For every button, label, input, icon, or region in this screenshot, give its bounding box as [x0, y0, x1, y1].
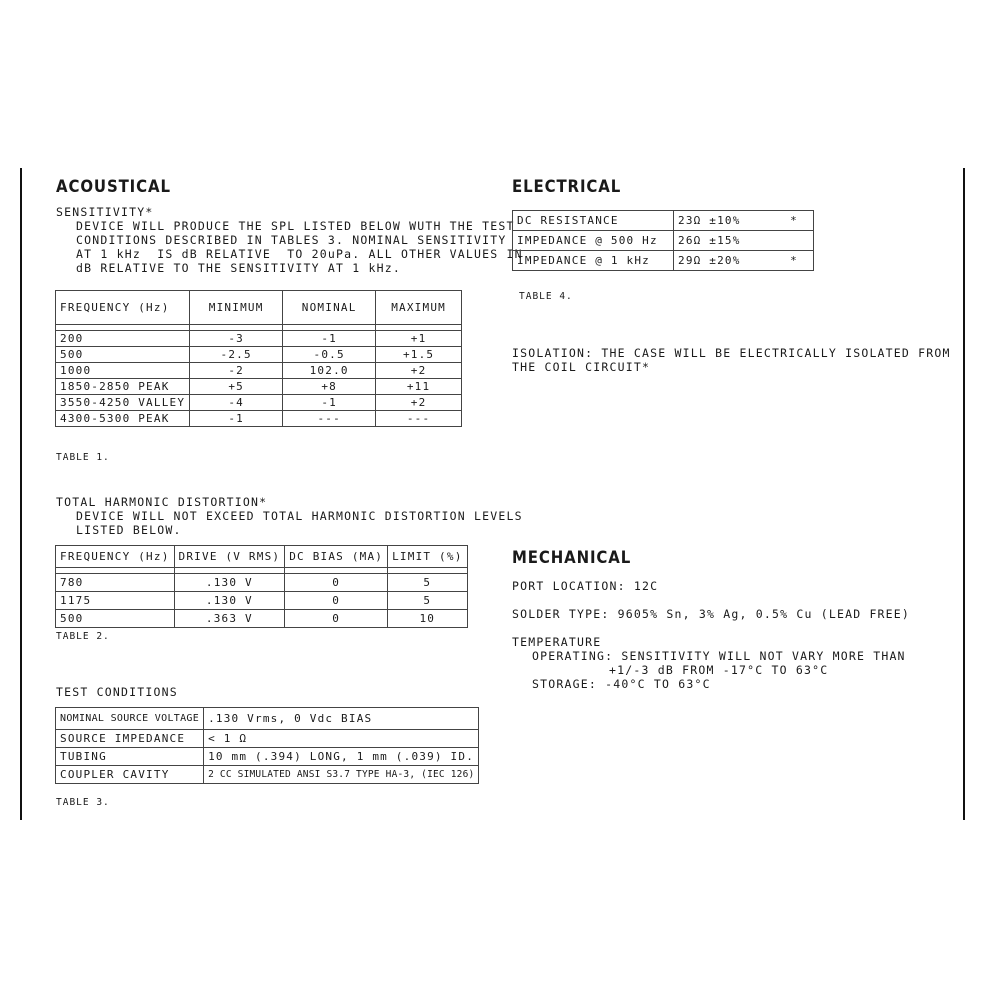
table-cell: -4: [190, 395, 283, 411]
table-row: [56, 347, 462, 363]
table-cell: *: [775, 251, 814, 271]
table-row: [56, 363, 462, 379]
table-cell: 2 CC SIMULATED ANSI S3.7 TYPE HA-3, (IEC 126): [204, 766, 479, 784]
acoustical-heading: ACOUSTICAL: [56, 177, 171, 197]
table-1-sensitivity: [55, 290, 462, 427]
isolation-line-2: THE COIL CIRCUIT*: [512, 360, 651, 374]
table-cell: .363 V: [174, 610, 285, 628]
sensitivity-line-3: AT 1 kHz IS dB RELATIVE TO 20uPa. ALL OTHER VALUES IN: [76, 247, 523, 261]
table-cell: -1: [190, 411, 283, 427]
table-cell: DC RESISTANCE: [513, 211, 674, 231]
table-row: [56, 574, 468, 592]
table-cell: 4300-5300 PEAK: [56, 411, 190, 427]
table-cell: *: [775, 211, 814, 231]
table-header-row: [56, 291, 462, 325]
table-cell: COUPLER CAVITY: [56, 766, 204, 784]
thd-line-1: DEVICE WILL NOT EXCEED TOTAL HARMONIC DISTORTION LEVELS: [76, 509, 523, 523]
table-header-cell: FREQUENCY (Hz): [56, 546, 175, 568]
table-header-cell: LIMIT (%): [388, 546, 467, 568]
table-row: [56, 610, 468, 628]
table-row: [56, 331, 462, 347]
mechanical-heading: MECHANICAL: [512, 548, 632, 568]
table-header-cell: MAXIMUM: [376, 291, 462, 325]
table-cell: IMPEDANCE @ 500 Hz: [513, 231, 674, 251]
right-border-rule: [963, 168, 965, 820]
table-cell: .130 V: [174, 574, 285, 592]
table-cell: 10: [388, 610, 467, 628]
table-cell: -2: [190, 363, 283, 379]
table-4-caption: TABLE 4.: [519, 291, 573, 302]
solder-type: SOLDER TYPE: 9605% Sn, 3% Ag, 0.5% Cu (LEAD FREE): [512, 607, 911, 621]
thd-label: TOTAL HARMONIC DISTORTION*: [56, 495, 268, 509]
table-row: [56, 592, 468, 610]
table-cell: ---: [283, 411, 376, 427]
table-4-electrical: [512, 210, 814, 271]
table-cell: 780: [56, 574, 175, 592]
table-cell: 26Ω ±15%: [674, 231, 776, 251]
table-header-cell: NOMINAL: [283, 291, 376, 325]
table-cell: 0: [285, 592, 388, 610]
table-header-row: [56, 546, 468, 568]
table-cell: 5: [388, 574, 467, 592]
table-1-caption: TABLE 1.: [56, 452, 110, 463]
thd-line-2: LISTED BELOW.: [76, 523, 182, 537]
operating-line-2: +1/-3 dB FROM -17°C TO 63°C: [609, 663, 829, 677]
table-cell: 29Ω ±20%: [674, 251, 776, 271]
table-2-thd: [55, 545, 468, 628]
table-cell: +8: [283, 379, 376, 395]
electrical-heading: ELECTRICAL: [512, 177, 622, 197]
table-row: [56, 730, 479, 748]
table-cell: NOMINAL SOURCE VOLTAGE: [56, 708, 204, 730]
table-cell: < 1 Ω: [204, 730, 479, 748]
table-row: [56, 411, 462, 427]
table-cell: .130 V: [174, 592, 285, 610]
table-cell: +1.5: [376, 347, 462, 363]
sensitivity-label: SENSITIVITY*: [56, 205, 154, 219]
table-cell: 3550-4250 VALLEY: [56, 395, 190, 411]
table-cell: ---: [376, 411, 462, 427]
table-cell: 23Ω ±10%: [674, 211, 776, 231]
table-row: [56, 395, 462, 411]
table-row: [56, 766, 479, 784]
table-cell: 102.0: [283, 363, 376, 379]
sensitivity-line-2: CONDITIONS DESCRIBED IN TABLES 3. NOMINAL SENSITIVITY: [76, 233, 507, 247]
sensitivity-line-1: DEVICE WILL PRODUCE THE SPL LISTED BELOW WUTH THE TEST: [76, 219, 515, 233]
table-cell: 200: [56, 331, 190, 347]
table-2-caption: TABLE 2.: [56, 631, 110, 642]
operating-line-1: OPERATING: SENSITIVITY WILL NOT VARY MORE THAN: [532, 649, 906, 663]
table-cell: -3: [190, 331, 283, 347]
table-3-test-conditions: [55, 707, 479, 784]
table-cell: +5: [190, 379, 283, 395]
table-cell: 10 mm (.394) LONG, 1 mm (.039) ID.: [204, 748, 479, 766]
table-cell: 1175: [56, 592, 175, 610]
table-cell: -2.5: [190, 347, 283, 363]
table-cell: IMPEDANCE @ 1 kHz: [513, 251, 674, 271]
table-cell: SOURCE IMPEDANCE: [56, 730, 204, 748]
table-header-cell: DRIVE (V RMS): [174, 546, 285, 568]
table-header-cell: DC BIAS (MA): [285, 546, 388, 568]
sensitivity-line-4: dB RELATIVE TO THE SENSITIVITY AT 1 kHz.: [76, 261, 401, 275]
table-cell: +2: [376, 395, 462, 411]
left-border-rule: [20, 168, 22, 820]
table-header-cell: FREQUENCY (Hz): [56, 291, 190, 325]
table-cell: 1850-2850 PEAK: [56, 379, 190, 395]
table-cell: 0: [285, 574, 388, 592]
table-cell: -1: [283, 395, 376, 411]
table-cell: [775, 231, 814, 251]
table-row: [513, 251, 814, 271]
table-cell: .130 Vrms, 0 Vdc BIAS: [204, 708, 479, 730]
table-row: [56, 708, 479, 730]
temperature-label: TEMPERATURE: [512, 635, 602, 649]
table-header-cell: MINIMUM: [190, 291, 283, 325]
isolation-line-1: ISOLATION: THE CASE WILL BE ELECTRICALLY ISOLATED FROM: [512, 346, 951, 360]
table-row: [56, 748, 479, 766]
test-conditions-label: TEST CONDITIONS: [56, 685, 178, 699]
table-cell: TUBING: [56, 748, 204, 766]
table-cell: -1: [283, 331, 376, 347]
table-cell: 500: [56, 347, 190, 363]
table-cell: 5: [388, 592, 467, 610]
port-location: PORT LOCATION: 12C: [512, 579, 659, 593]
table-cell: 1000: [56, 363, 190, 379]
table-row: [513, 231, 814, 251]
table-cell: 0: [285, 610, 388, 628]
table-row: [56, 379, 462, 395]
table-cell: -0.5: [283, 347, 376, 363]
table-cell: +1: [376, 331, 462, 347]
table-3-caption: TABLE 3.: [56, 797, 110, 808]
table-cell: +2: [376, 363, 462, 379]
storage-line: STORAGE: -40°C TO 63°C: [532, 677, 711, 691]
table-cell: +11: [376, 379, 462, 395]
table-cell: 500: [56, 610, 175, 628]
table-row: [513, 211, 814, 231]
